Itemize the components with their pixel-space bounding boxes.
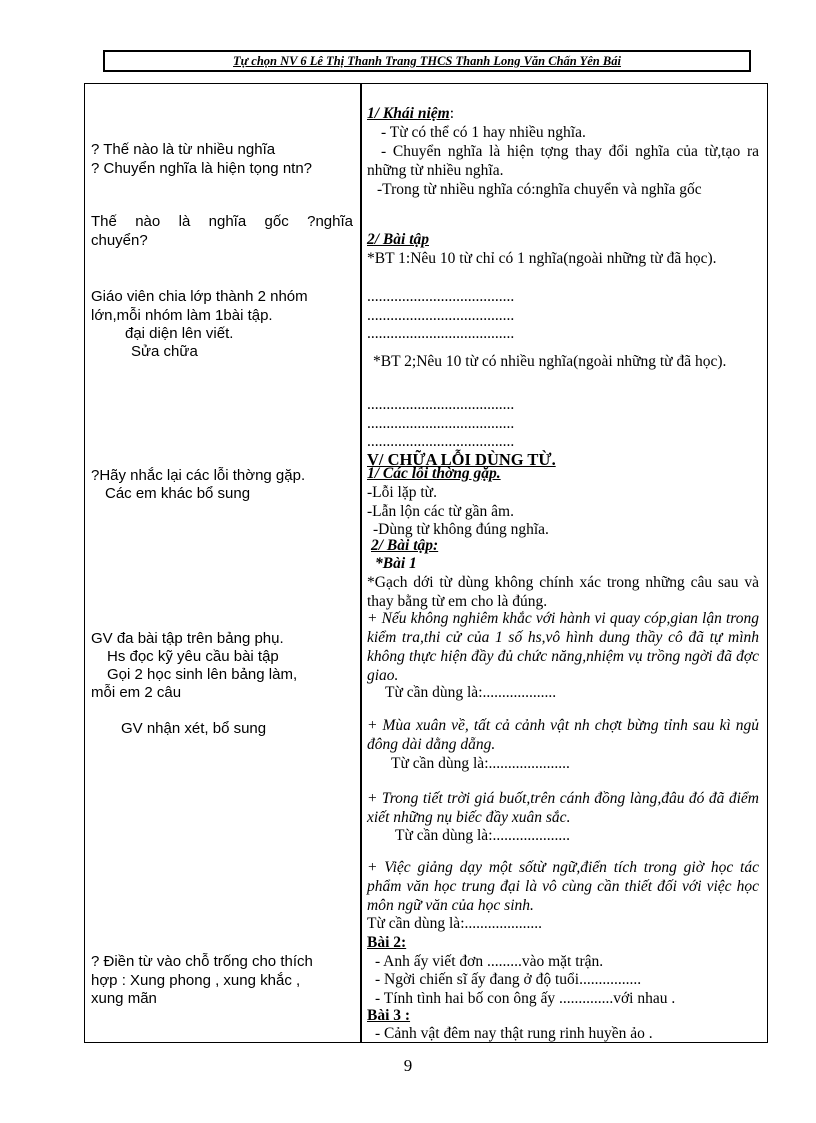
sentence-4: + Việc giảng dạy một sốtừ ngữ,điển tích trong giờ học tác phẩm văn học trung đại là vô cùng cần thiết đối với việc học môn ngữ văn của học sinh. bbox=[367, 859, 759, 914]
left-fill-1: ? Điền từ vào chỗ trống cho thích bbox=[91, 953, 313, 970]
page-header: Tự chọn NV 6 Lê Thị Thanh Trang THCS Thanh Long Văn Chấn Yên Bái bbox=[103, 50, 751, 72]
bai-3-heading: Bài 3 : bbox=[367, 1007, 411, 1024]
error-1: -Lỗi lặp từ. bbox=[367, 484, 437, 501]
concept-line-2: - Chuyển nghĩa là hiện tợng thay đổi nghĩa của từ,tạo ra những từ nhiều nghĩa. bbox=[367, 143, 759, 179]
bai-1-heading: *Bài 1 bbox=[375, 555, 417, 572]
exercise-1: *BT 1:Nêu 10 từ chỉ có 1 nghĩa(ngoài những từ đã học). bbox=[367, 250, 717, 267]
needed-word-3: Từ cần dùng là:.................... bbox=[395, 827, 570, 844]
answer-dots-1: ...................................... bbox=[367, 288, 515, 305]
lesson-table bbox=[84, 83, 768, 1043]
concept-heading-label: 1/ Khái niệm bbox=[367, 105, 450, 122]
exercise-2: *BT 2;Nêu 10 từ có nhiều nghĩa(ngoài những từ đã học). bbox=[373, 353, 727, 370]
concept-heading-colon: : bbox=[449, 105, 454, 122]
concept-heading bbox=[367, 104, 454, 123]
answer-dots-2: ...................................... bbox=[367, 307, 515, 324]
sentence-3: + Trong tiết trời giá buốt,trên cánh đồng làng,đâu đó đã điểm xiết những nụ biếc đầy xuân sắc. bbox=[367, 790, 759, 826]
left-question-1b: ? Chuyển nghĩa là hiện tọng ntn? bbox=[91, 160, 313, 177]
left-review-1: ?Hãy nhắc lại các lỗi thờng gặp. bbox=[91, 467, 306, 484]
needed-word-2: Từ cần dùng là:..................... bbox=[391, 755, 570, 772]
left-board-2: Hs đọc kỹ yêu cầu bài tập bbox=[107, 648, 279, 665]
left-group-1: Giáo viên chia lớp thành 2 nhóm bbox=[91, 288, 308, 305]
needed-word-1: Từ cần dùng là:................... bbox=[385, 684, 557, 701]
left-fill-3: xung mãn bbox=[91, 990, 157, 1007]
exercise-heading: 2/ Bài tập bbox=[367, 231, 430, 248]
bai-3-sentence: - Cảnh vật đêm nay thật rung rinh huyền ảo . bbox=[375, 1025, 653, 1042]
sentence-1: + Nếu không nghiêm khắc với hành vi quay cóp,gian lận trong kiểm tra,thi cử của 1 số hs,vô hình dung thầy cô đã tự mình không thực hiện đầy đủ chức năng,nhiệm vụ trồng ngời đã đợc giao. bbox=[367, 610, 759, 684]
answer-dots-6: ...................................... bbox=[367, 433, 515, 450]
left-question-2a: Thế nào là nghĩa gốc ?nghĩa bbox=[91, 213, 353, 230]
left-group-4: Sửa chữa bbox=[131, 343, 198, 360]
left-group-2: lớn,mỗi nhóm làm 1bài tập. bbox=[91, 307, 273, 324]
answer-dots-4: ...................................... bbox=[367, 396, 515, 413]
concept-line-3: -Trong từ nhiều nghĩa có:nghĩa chuyển và nghĩa gốc bbox=[377, 181, 702, 198]
error-3: -Dùng từ không đúng nghĩa. bbox=[373, 521, 549, 538]
left-review-2: Các em khác bổ sung bbox=[105, 485, 251, 502]
fill-sentence-2: - Ngời chiến sĩ ấy đang ở độ tuổi................ bbox=[375, 971, 642, 988]
error-2: -Lẫn lộn các từ gần âm. bbox=[367, 503, 514, 520]
section-5-heading: V/ CHỮA LỖI DÙNG TỪ. bbox=[367, 450, 556, 469]
answer-dots-3: ...................................... bbox=[367, 325, 515, 342]
fill-sentence-3: - Tính tình hai bố con ông ấy ..............với nhau . bbox=[375, 990, 676, 1007]
left-group-3: đại diện lên viết. bbox=[125, 325, 234, 342]
left-board-3: Gọi 2 học sinh lên bảng làm, bbox=[107, 666, 298, 683]
page-number: 9 bbox=[403, 1056, 413, 1075]
column-divider bbox=[360, 84, 362, 1042]
bai-2-heading: Bài 2: bbox=[367, 934, 407, 951]
sentence-2: + Mùa xuân về, tất cả cảnh vật nh chợt bừng tỉnh sau kì ngủ đông dài dằng dẵng. bbox=[367, 717, 759, 753]
exercise-heading-2: 2/ Bài tập: bbox=[371, 537, 439, 554]
concept-line-1: - Từ có thể có 1 hay nhiều nghĩa. bbox=[381, 124, 586, 141]
bai-1-instruction: *Gạch dới từ dùng không chính xác trong những câu sau và thay bằng từ em cho là đúng. bbox=[367, 574, 759, 610]
left-board-1: GV đa bài tập trên bảng phụ. bbox=[91, 630, 284, 647]
left-question-2b: chuyển? bbox=[91, 232, 148, 249]
fill-sentence-1: - Anh ấy viết đơn .........vào mặt trận. bbox=[375, 953, 604, 970]
left-board-5: GV nhận xét, bổ sung bbox=[121, 720, 267, 737]
answer-dots-5: ...................................... bbox=[367, 415, 515, 432]
left-question-1a: ? Thế nào là từ nhiều nghĩa bbox=[91, 141, 276, 158]
left-fill-2: hợp : Xung phong , xung khắc , bbox=[91, 972, 301, 989]
left-board-4: mỗi em 2 câu bbox=[91, 684, 182, 701]
needed-word-4: Từ cần dùng là:.................... bbox=[367, 915, 542, 932]
errors-heading: 1/ Các lỗi thờng gặp. bbox=[367, 465, 501, 482]
